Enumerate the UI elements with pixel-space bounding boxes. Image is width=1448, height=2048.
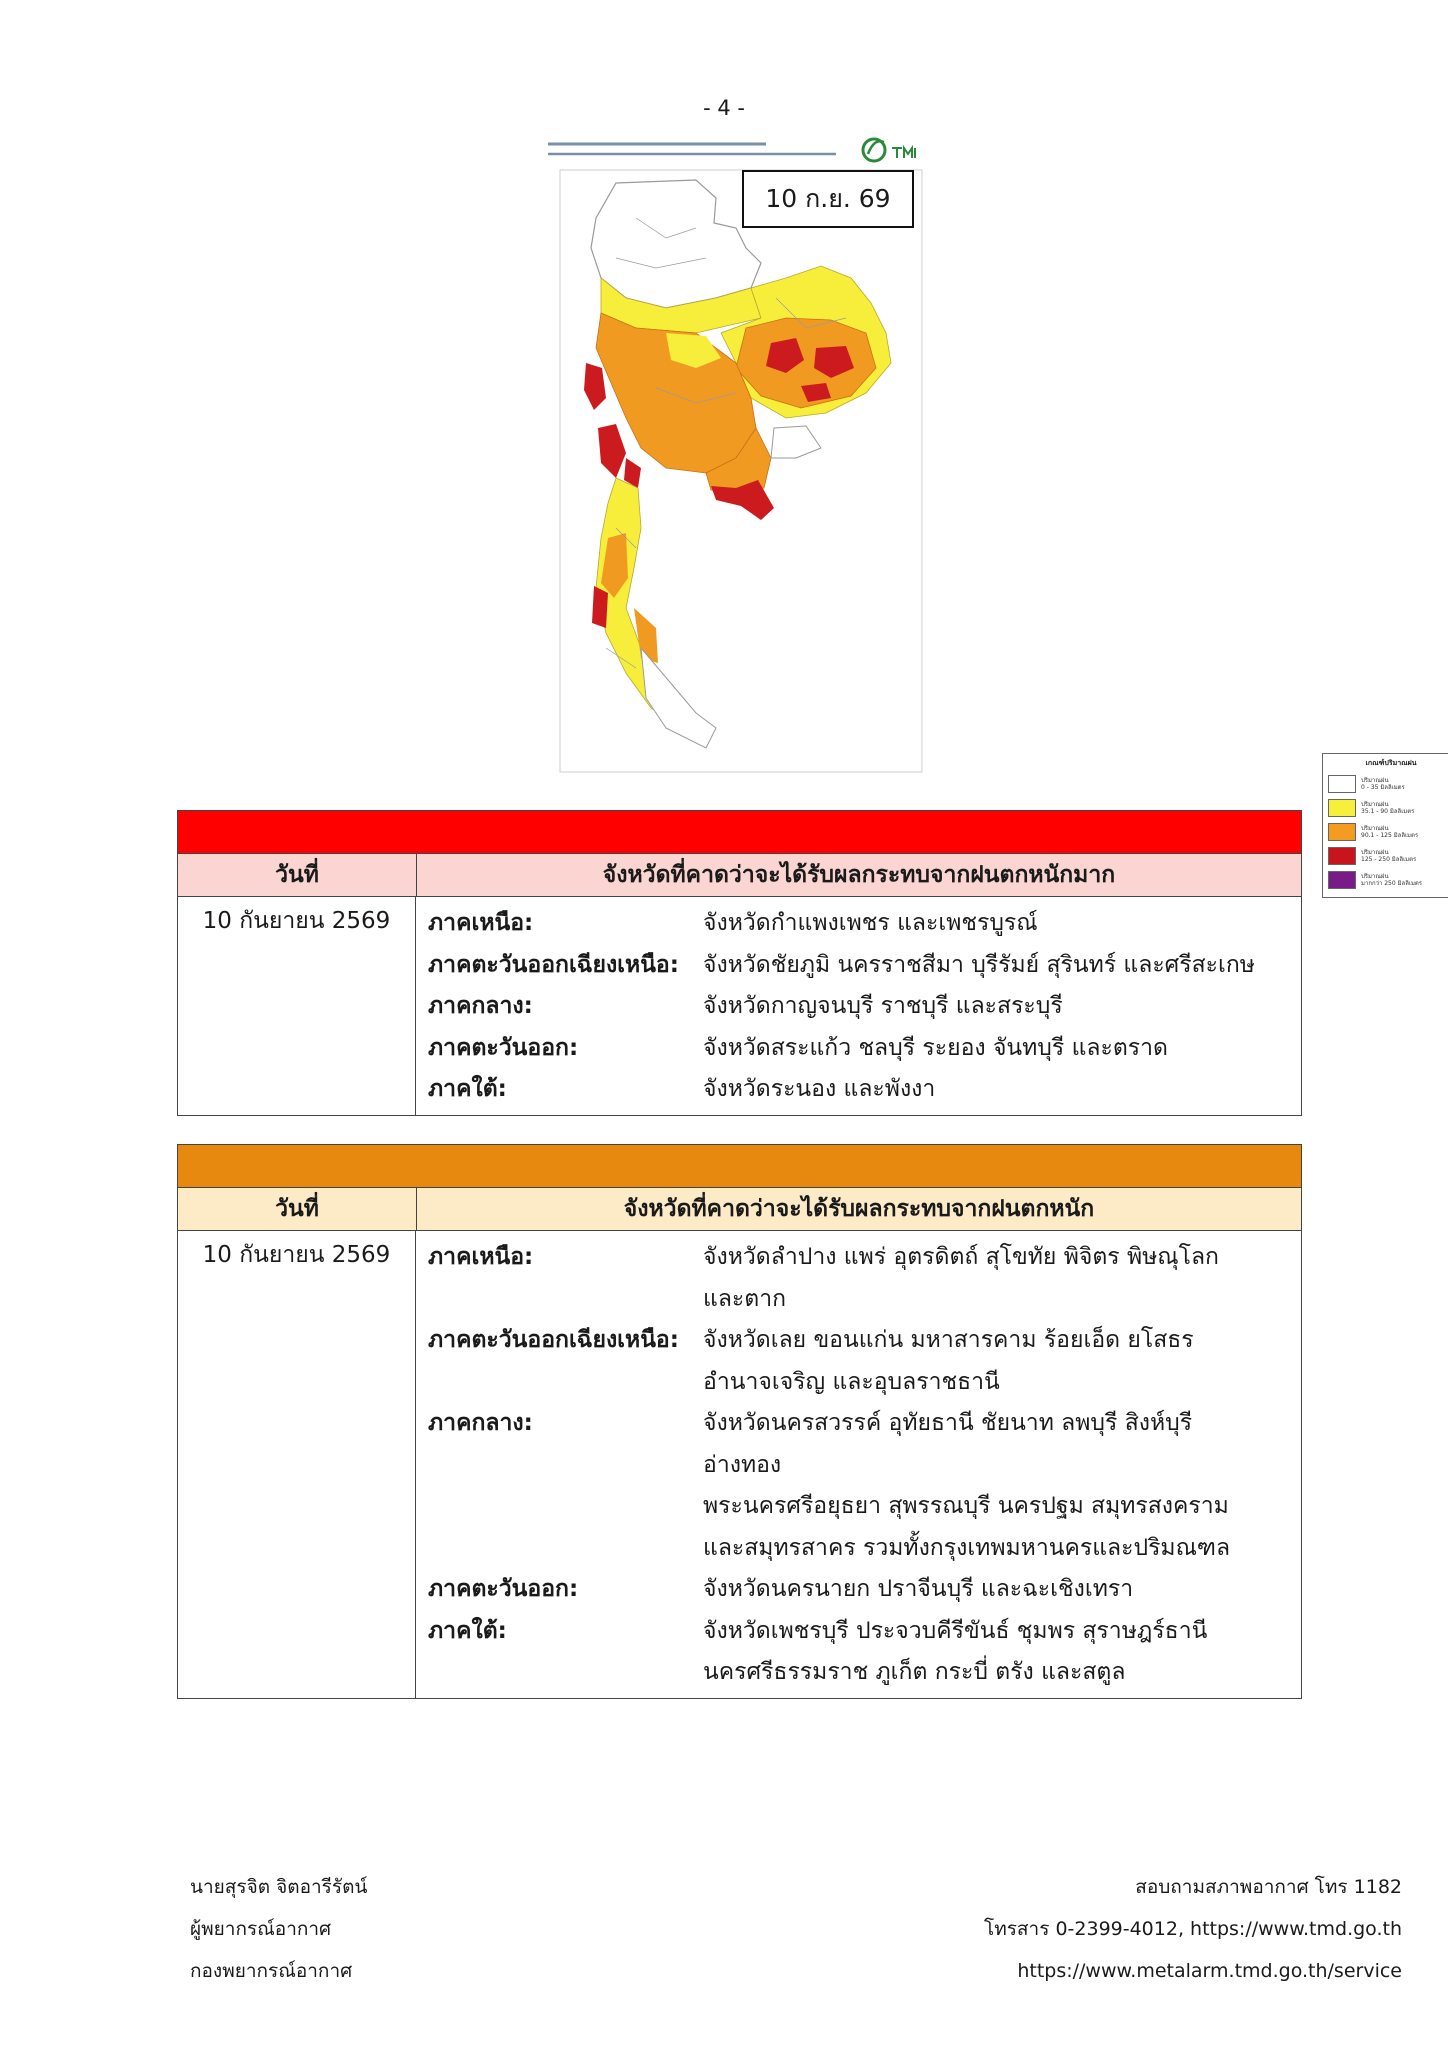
forecaster-signature (190, 1866, 367, 1992)
col-provinces-header: จังหวัดที่คาดว่าจะได้รับผลกระทบจากฝนตกหนัก (623, 1196, 1095, 1222)
region-label: ภาคเหนือ: (428, 1244, 534, 1270)
region-row (428, 1320, 1301, 1403)
province-list (703, 1237, 1273, 1320)
table-header (178, 1188, 1301, 1231)
region-row (428, 1237, 1301, 1320)
province-list: จังหวัดกาญจนบุรี ราชบุรี และสระบุรี (703, 993, 1063, 1019)
province-line: และตาก (703, 1285, 787, 1312)
region-row (428, 1028, 1301, 1070)
table-body (178, 1231, 1301, 1698)
date-cell: 10 กันยายน 2569 (178, 1231, 416, 1698)
province-list (703, 1320, 1273, 1403)
table-header (178, 854, 1301, 897)
province-line: จังหวัดลำปาง แพร่ อุตรดิตถ์ สุโขทัย พิจิตร พิษณุโลก (703, 1244, 1219, 1270)
legend-item (1328, 868, 1448, 892)
province-line: นครศรีธรรมราช ภูเก็ต กระบี่ ตรัง และสตูล (703, 1659, 1126, 1685)
legend-title: เกณฑ์ปริมาณฝน (1365, 759, 1417, 767)
province-line: และสมุทรสาคร รวมทั้งกรุงเทพมหานครและปริมณฑล (703, 1534, 1231, 1561)
legend-label: ปริมาณฝน มากกว่า 250 มิลลิเมตร (1361, 873, 1423, 887)
region-row (428, 1403, 1301, 1569)
provinces-cell (416, 1231, 1301, 1698)
legend-swatch (1328, 823, 1356, 841)
region-row (428, 945, 1301, 987)
region-label: ภาคตะวันออก: (428, 1576, 579, 1602)
contact-info (984, 1866, 1402, 1992)
province-line: อำนาจเจริญ และอุบลราชธานี (703, 1368, 1000, 1395)
date-cell: 10 กันยายน 2569 (178, 897, 416, 1115)
region-row (428, 1069, 1301, 1111)
region-label: ภาคใต้: (428, 1617, 507, 1644)
map-legend (1322, 753, 1448, 898)
forecaster-division: กองพยากรณ์อากาศ (190, 1960, 353, 1982)
legend-label: ปริมาณฝน 0 - 35 มิลลิเมตร (1361, 777, 1405, 791)
legend-label: ปริมาณฝน 35.1 - 90 มิลลิเมตร (1361, 801, 1415, 815)
region-row (428, 1611, 1301, 1694)
contact-phone: สอบถามสภาพอากาศ โทร 1182 (1135, 1876, 1402, 1898)
page-number: - 4 - (703, 96, 745, 120)
legend-item (1328, 844, 1448, 868)
region-label: ภาคกลาง: (428, 993, 533, 1019)
forecaster-name: นายสุรจิต จิตอารีรัตน์ (190, 1876, 368, 1898)
province-line: จังหวัดนครสวรรค์ อุทัยธานี ชัยนาท ลพบุรี สิงห์บุรี อ่างทอง (703, 1410, 1193, 1478)
table-body (178, 897, 1301, 1115)
heavy-band (178, 1145, 1301, 1188)
legend-label: ปริมาณฝน 90.1 - 125 มิลลิเมตร (1361, 825, 1419, 839)
province-list (703, 1611, 1273, 1694)
very-heavy-band (178, 811, 1301, 854)
province-list: จังหวัดสระแก้ว ชลบุรี ระยอง จันทบุรี และตราด (703, 1034, 1168, 1061)
col-date-header: วันที่ (178, 854, 417, 896)
legend-swatch (1328, 847, 1356, 865)
region-label: ภาคกลาง: (428, 1410, 533, 1436)
legend-swatch (1328, 871, 1356, 889)
province-list (703, 1403, 1273, 1569)
forecaster-title: ผู้พยากรณ์อากาศ (190, 1918, 332, 1940)
legend-item (1328, 820, 1448, 844)
province-line: จังหวัดเลย ขอนแก่น มหาสารคาม ร้อยเอ็ด ยโสธร (703, 1327, 1194, 1353)
region-label: ภาคตะวันออกเฉียงเหนือ: (428, 1327, 679, 1353)
provinces-cell (416, 897, 1301, 1115)
legend-label: ปริมาณฝน 125 - 250 มิลลิเมตร (1361, 849, 1417, 863)
very-heavy-rain-table (177, 810, 1302, 1116)
col-date-header: วันที่ (178, 1188, 417, 1230)
region-row (428, 986, 1301, 1028)
tmd-logo-icon (890, 144, 918, 158)
province-line: จังหวัดนครนายก ปราจีนบุรี และฉะเชิงเทรา (703, 1576, 1134, 1602)
province-list: จังหวัดระนอง และพังงา (703, 1076, 936, 1102)
heavy-rain-table (177, 1144, 1302, 1699)
region-label: ภาคตะวันออก: (428, 1034, 579, 1061)
region-label: ภาคใต้: (428, 1076, 507, 1102)
province-list (703, 1569, 1273, 1611)
legend-swatch (1328, 775, 1356, 793)
province-list: จังหวัดกำแพงเพชร และเพชรบูรณ์ (703, 910, 1038, 936)
province-list: จังหวัดชัยภูมิ นครราชสีมา บุรีรัมย์ สุรินทร์ และศรีสะเกษ (703, 951, 1255, 978)
col-provinces-header: จังหวัดที่คาดว่าจะได้รับผลกระทบจากฝนตกหนักมาก (602, 862, 1116, 888)
legend-swatch (1328, 799, 1356, 817)
legend-item (1328, 796, 1448, 820)
contact-metalarm-link[interactable]: https://www.metalarm.tmd.go.th/service (1017, 1960, 1402, 1982)
region-label: ภาคตะวันออกเฉียงเหนือ: (428, 951, 679, 978)
legend-item (1328, 772, 1448, 796)
region-row (428, 903, 1301, 945)
contact-fax-website[interactable]: โทรสาร 0-2399-4012, https://www.tmd.go.th (984, 1918, 1402, 1940)
region-label: ภาคเหนือ: (428, 910, 534, 936)
region-row (428, 1569, 1301, 1611)
province-line: พระนครศรีอยุธยา สุพรรณบุรี นครปฐม สมุทรสงคราม (703, 1493, 1229, 1519)
map-date-label: 10 ก.ย. 69 (742, 170, 914, 228)
province-line: จังหวัดเพชรบุรี ประจวบคีรีขันธ์ ชุมพร สุราษฎร์ธานี (703, 1617, 1208, 1644)
